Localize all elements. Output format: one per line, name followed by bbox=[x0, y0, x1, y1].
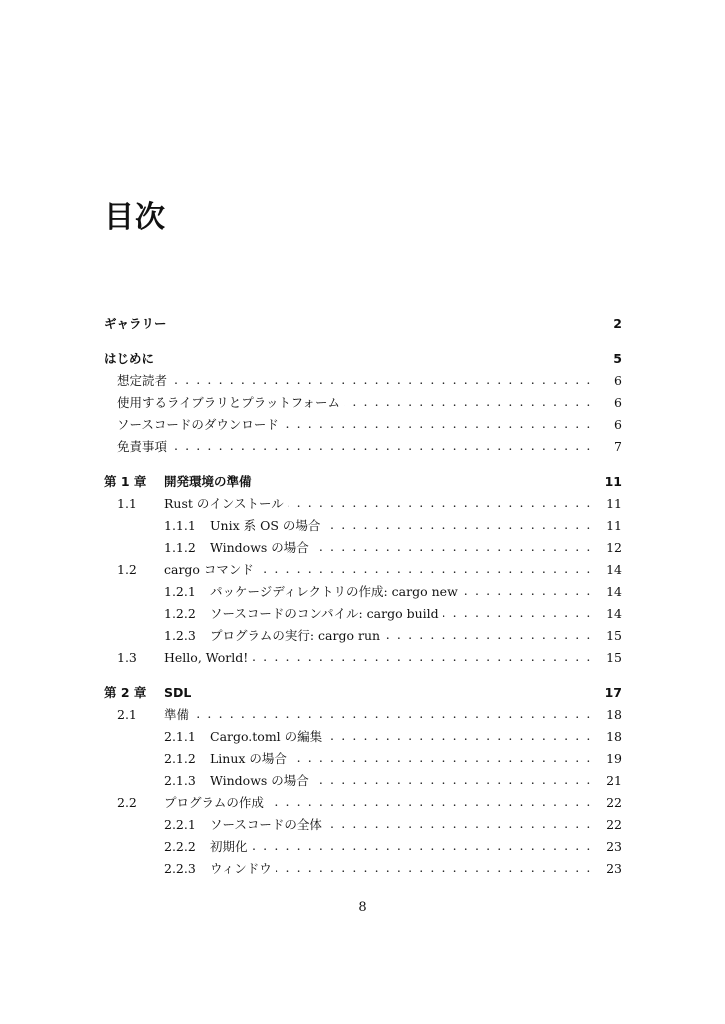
toc-dot-leader bbox=[326, 729, 592, 743]
toc-entry-page: 6 bbox=[614, 416, 622, 432]
page-number: 8 bbox=[358, 900, 367, 915]
toc-entry-title: プログラムの作成 bbox=[164, 795, 264, 810]
toc-subsection-row[interactable] bbox=[104, 536, 622, 558]
toc-entry-title: 初期化 bbox=[210, 839, 248, 854]
toc-entry-title: Windows の場合 bbox=[210, 540, 309, 555]
toc-entry-title: 開発環境の準備 bbox=[164, 474, 252, 489]
toc-entry-page: 12 bbox=[606, 539, 622, 555]
toc-dot-leader bbox=[462, 584, 592, 598]
toc-entry-page: 22 bbox=[606, 816, 622, 832]
toc-dot-leader bbox=[313, 773, 592, 787]
toc-entry-title: プログラムの実行: cargo run bbox=[210, 628, 381, 643]
toc-entry-number: 1.2.2 bbox=[164, 605, 196, 621]
toc-subsection-row[interactable] bbox=[104, 624, 622, 646]
toc-entry-title: 準備 bbox=[164, 707, 190, 722]
toc-entry-title: cargo コマンド bbox=[164, 562, 254, 577]
toc-dot-leader bbox=[283, 417, 592, 431]
toc-section-row[interactable] bbox=[104, 646, 622, 668]
toc-entry-page: 11 bbox=[606, 517, 622, 533]
toc-dot-leader bbox=[276, 861, 592, 875]
toc-entry-page: 11 bbox=[604, 473, 622, 489]
page-title: 目次 bbox=[104, 200, 166, 235]
toc-chapter-row[interactable] bbox=[104, 681, 622, 703]
toc-entry-row[interactable] bbox=[104, 391, 622, 413]
toc-entry-title: ソースコードの全体 bbox=[210, 817, 322, 832]
toc-entry-page: 14 bbox=[606, 561, 622, 577]
toc-entry-page: 18 bbox=[606, 728, 622, 744]
toc-subsection-row[interactable] bbox=[104, 769, 622, 791]
toc-dot-leader bbox=[171, 439, 592, 453]
toc-entry-title: Windows の場合 bbox=[210, 773, 309, 788]
toc-entry-number: 2.1.2 bbox=[164, 750, 196, 766]
toc-dot-leader bbox=[326, 817, 592, 831]
toc-entry-title: 免責事項 bbox=[117, 439, 168, 454]
toc-subsection-row[interactable] bbox=[104, 725, 622, 747]
toc-entry-number: 第 2 章 bbox=[104, 685, 147, 700]
toc-dot-leader bbox=[291, 751, 592, 765]
toc-entry-number: 2.2.2 bbox=[164, 838, 196, 854]
toc-entry-page: 22 bbox=[606, 794, 622, 810]
toc-entry-row[interactable] bbox=[104, 369, 622, 391]
toc-entry-number: 2.2 bbox=[117, 794, 137, 810]
toc-entry-page: 23 bbox=[606, 838, 622, 854]
toc-subsection-row[interactable] bbox=[104, 580, 622, 602]
toc-dot-leader bbox=[193, 707, 592, 721]
toc-entry-title: 想定読者 bbox=[117, 373, 168, 388]
toc-entry-number: 2.2.1 bbox=[164, 816, 196, 832]
toc-dot-leader bbox=[384, 628, 592, 642]
toc-entry-title: Rust のインストール bbox=[164, 496, 284, 511]
toc-entry-title: SDL bbox=[164, 684, 192, 700]
toc-entry-number: 2.1 bbox=[117, 706, 137, 722]
toc-entry-page: 6 bbox=[614, 372, 622, 388]
toc-section-row[interactable] bbox=[104, 558, 622, 580]
toc-entry-number: 2.1.3 bbox=[164, 772, 196, 788]
toc-entry-title: はじめに bbox=[104, 351, 155, 366]
toc-entry-title: ソースコードのコンパイル: cargo build bbox=[210, 606, 439, 621]
toc-section-row[interactable] bbox=[104, 492, 622, 514]
toc-entry-page: 2 bbox=[613, 315, 622, 331]
toc-dot-leader bbox=[443, 606, 592, 620]
toc-chapter-row[interactable] bbox=[104, 470, 622, 492]
toc-entry-number: 1.1.1 bbox=[164, 517, 196, 533]
toc-entry-row[interactable] bbox=[104, 413, 622, 435]
toc-entry-page: 14 bbox=[606, 583, 622, 599]
toc-dot-leader bbox=[324, 518, 592, 532]
toc-dot-leader bbox=[313, 540, 592, 554]
toc-entry-page: 14 bbox=[606, 605, 622, 621]
toc-dot-leader bbox=[171, 373, 592, 387]
toc-entry-page: 18 bbox=[606, 706, 622, 722]
toc-entry-number: 1.1 bbox=[117, 495, 137, 511]
toc-subsection-row[interactable] bbox=[104, 857, 622, 879]
toc-dot-leader bbox=[288, 496, 592, 510]
toc-entry-number: 1.2.1 bbox=[164, 583, 196, 599]
toc-entry-title: パッケージディレクトリの作成: cargo new bbox=[210, 584, 458, 599]
toc-entry-page: 19 bbox=[606, 750, 622, 766]
toc-entry-page: 21 bbox=[606, 772, 622, 788]
toc-entry-number: 2.1.1 bbox=[164, 728, 196, 744]
toc-entry-page: 17 bbox=[604, 684, 622, 700]
toc-entry-page: 7 bbox=[614, 438, 622, 454]
toc-dot-leader bbox=[258, 562, 592, 576]
toc-chapter-row[interactable] bbox=[104, 312, 622, 334]
toc-entry-title: Linux の場合 bbox=[210, 751, 287, 766]
toc-entry-page: 23 bbox=[606, 860, 622, 876]
toc-entry-title: ウィンドウ bbox=[210, 861, 272, 876]
toc-entry-number: 第 1 章 bbox=[104, 474, 147, 489]
toc-subsection-row[interactable] bbox=[104, 835, 622, 857]
toc-dot-leader bbox=[344, 395, 592, 409]
toc-entry-title: Hello, World! bbox=[164, 649, 249, 665]
toc-entry-title: 使用するライブラリとプラットフォーム bbox=[117, 395, 341, 410]
toc-chapter-row[interactable] bbox=[104, 347, 622, 369]
toc-entry-page: 11 bbox=[606, 495, 622, 511]
toc-dot-leader bbox=[268, 795, 592, 809]
toc-section-row[interactable] bbox=[104, 703, 622, 725]
toc-entry-title: ソースコードのダウンロード bbox=[117, 417, 279, 432]
toc-dot-leader bbox=[252, 839, 592, 853]
toc-dot-leader bbox=[252, 650, 592, 664]
toc-entry-title: Cargo.toml の編集 bbox=[210, 729, 323, 744]
toc-subsection-row[interactable] bbox=[104, 747, 622, 769]
toc-entry-number: 1.1.2 bbox=[164, 539, 196, 555]
toc-entry-number: 2.2.3 bbox=[164, 860, 196, 876]
toc-entry-page: 5 bbox=[613, 350, 622, 366]
toc-section-row[interactable] bbox=[104, 791, 622, 813]
toc-entry-title: ギャラリー bbox=[104, 316, 167, 331]
toc-entry-number: 1.3 bbox=[117, 649, 137, 665]
toc-entry-row[interactable] bbox=[104, 435, 622, 457]
toc-entry-title: Unix 系 OS の場合 bbox=[210, 518, 321, 533]
toc-entry-number: 1.2 bbox=[117, 561, 137, 577]
toc-entry-page: 15 bbox=[606, 649, 622, 665]
toc-entry-page: 15 bbox=[606, 627, 622, 643]
toc-entry-number: 1.2.3 bbox=[164, 627, 196, 643]
toc-subsection-row[interactable] bbox=[104, 514, 622, 536]
toc-subsection-row[interactable] bbox=[104, 813, 622, 835]
toc-subsection-row[interactable] bbox=[104, 602, 622, 624]
toc-entry-page: 6 bbox=[614, 394, 622, 410]
